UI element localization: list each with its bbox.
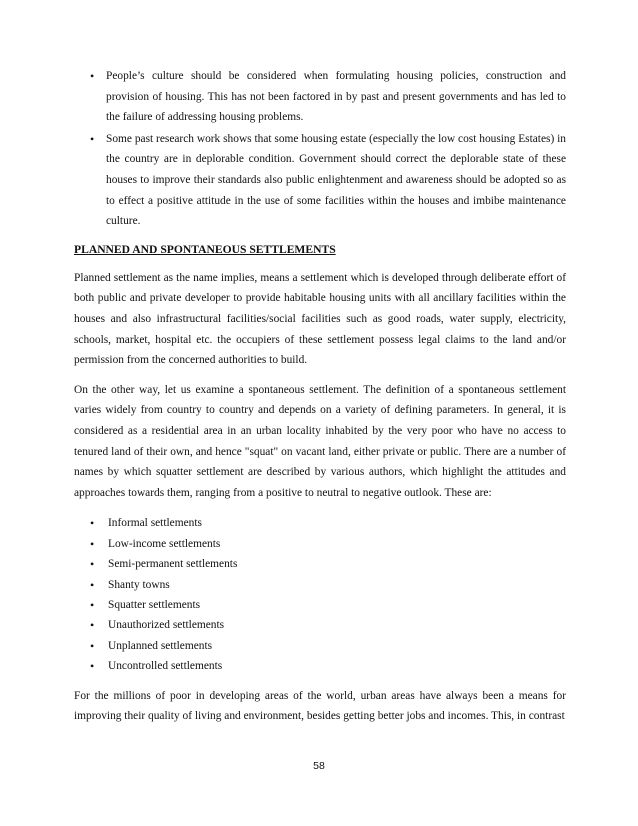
list-item: • Squatter settlements <box>74 595 566 615</box>
bullet-item-culture: • People’s culture should be considered when formulating housing policies, construction and provision of housing. This has not been factored in by past and present governments and has led to the failure of addressing housing problems. <box>74 66 566 128</box>
page-content <box>74 66 566 727</box>
section-heading: PLANNED AND SPONTANEOUS SETTLEMENTS <box>74 242 336 256</box>
list-item: • Unplanned settlements <box>74 636 566 656</box>
list-item: • Semi-permanent settlements <box>74 554 566 574</box>
list-item: • Shanty towns <box>74 575 566 595</box>
paragraph-planned-settlement: Planned settlement as the name implies, means a settlement which is developed through deliberate effort of both public and private developer to provide habitable housing units with all ancillary facilities within the houses and also infrastructural facilities/social facilities such as good roads, water supply, electricity, schools, market, hospital etc. the occupiers of these settlement possess legal claims to the land and/or permission from the concerned authorities to build. <box>74 271 566 367</box>
bullet-item-housing-estates: • Some past research work shows that some housing estate (especially the low cost housing Estates) in the country are in deplorable condition. Government should correct the deplorable state of these houses to improve their standards also public enlightenment and awareness should be adopted so as to effect a positive attitude in the use of some facilities within the houses and imbibe maintenance culture. <box>74 129 566 232</box>
list-item: • Uncontrolled settlements <box>74 656 566 676</box>
list-item: • Unauthorized settlements <box>74 615 566 635</box>
list-item: • Low-income settlements <box>74 534 566 554</box>
paragraph-urban-poor: For the millions of poor in developing areas of the world, urban areas have always been a means for improving their quality of living and environment, besides getting better jobs and incomes. This, in contrast <box>74 689 566 723</box>
page-number: 58 <box>313 760 325 772</box>
settlement-types-list <box>74 513 566 676</box>
list-item: • Informal settlements <box>74 513 566 533</box>
paragraph-spontaneous-settlement: On the other way, let us examine a spontaneous settlement. The definition of a spontaneous settlement varies widely from country to country and depends on a variety of defining parameters. In general, it is considered as a residential area in an urban locality inhabited by the very poor who have no access to tenured land of their own, and hence "squat" on vacant land, either private or public. There are a number of names by which squatter settlement are described by various authors, which highlight the attitudes and approaches towards them, ranging from a positive to neutral to negative outlook. These are: <box>74 383 566 499</box>
recommendation-bullet-list <box>74 66 566 232</box>
